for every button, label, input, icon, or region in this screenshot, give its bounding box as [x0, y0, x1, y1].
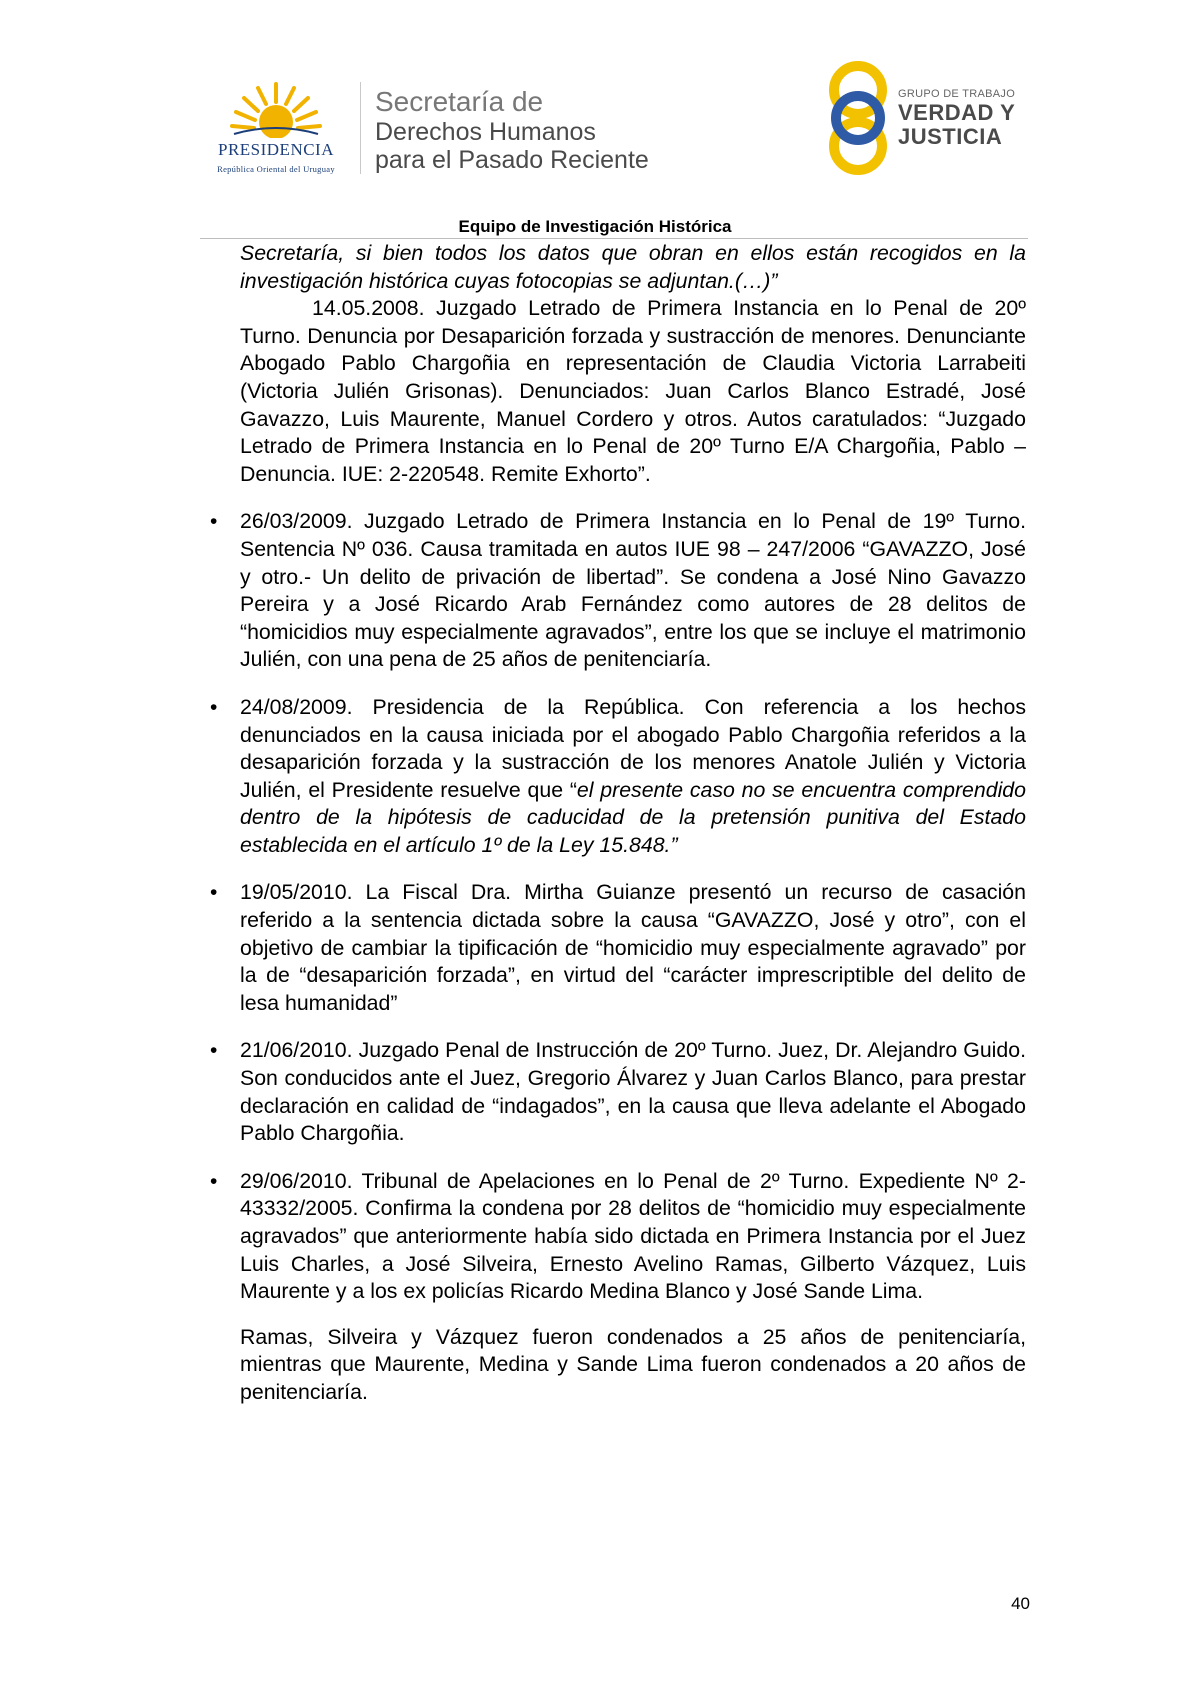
gtvj-line-2: VERDAD Y [898, 100, 1016, 125]
page-number: 40 [1011, 1594, 1030, 1613]
page-body [210, 240, 1026, 1407]
entry-text: 21/06/2010. Juzgado Penal de Instrucción de 20º Turno. Juez, Dr. Alejandro Guido. Son conducidos ante el Juez, Gregorio Álvarez y Juan Carlos Blanco, para prestar declaración en calidad de “indagados”, en la causa que lleva adelante el Abogado Pablo Chargoñia. [240, 1038, 1026, 1146]
page-header [0, 0, 1190, 240]
gtvj-line-1: GRUPO DE TRABAJO [898, 88, 1016, 100]
intro-quote: Secretaría, si bien todos los datos que obran en ellos están recogidos en la investigación histórica cuyas fotocopias se adjuntan.(…)” [240, 241, 1026, 293]
secretaria-line-2: Derechos Humanos [375, 118, 596, 146]
sun-icon [196, 78, 356, 138]
presidencia-subtitle: República Oriental del Uruguay [217, 164, 335, 174]
list-item [210, 508, 1026, 674]
bullet-icon: • [210, 1039, 218, 1063]
bullet-icon: • [210, 881, 218, 905]
rings-icon [822, 58, 894, 178]
presidencia-title: PRESIDENCIA [217, 140, 334, 159]
header-divider [360, 82, 361, 174]
entry-text: 29/06/2010. Tribunal de Apelaciones en lo Penal de 2º Turno. Expediente Nº 2-43332/2005. Confirma la condena por 28 delitos de “homicidio muy especialmente agravados” que anteriormente había sido dictada en Primera Instancia por el Juez Luis Charles, a José Silveira, Ernesto Avelino Ramas, Gilberto Vázquez, Luis Maurente y a los ex policías Ricardo Medina Blanco y José Sande Lima. [240, 1168, 1026, 1304]
team-title: Equipo de Investigación Histórica [458, 217, 732, 236]
entry-text-plain: 24/08/2009. Presidencia de la República. Con referencia a los hechos denunciados en la causa iniciada por el abogado Pablo Chargoñia referidos a la desaparición forzada y la sustracción de los menores Anatole Julién y Victoria Julién, el Presidente resuelve que “ [240, 694, 1026, 802]
secretaria-line-1: Secretaría de [375, 86, 544, 117]
entry-text: 26/03/2009. Juzgado Letrado de Primera Instancia en lo Penal de 19º Turno. Sentencia Nº 036. Causa tramitada en autos IUE 98 – 247/2006 “GAVAZZO, José y otro.- Un delito de privación de libertad”. Se condena a José Nino Gavazzo Pereira y a José Ricardo Arab Fernández como autores de 28 delitos de “homicidios muy especialmente agravados”, entre los que se incluye el matrimonio Julién, con una pena de 25 años de penitenciaría. [240, 509, 1026, 672]
secretaria-line-3: para el Pasado Reciente [375, 146, 649, 174]
header-rule [200, 238, 1028, 239]
entry-text-quote: el presente caso no se encuentra comprendido dentro de la hipótesis de caducidad de la pretensión punitiva del Estado establecida en el artículo 1º de la Ley 15.848.” [240, 777, 1026, 857]
gtvj-line-3: JUSTICIA [898, 124, 1003, 149]
presidencia-logo [196, 78, 356, 178]
bullet-icon: • [210, 1169, 218, 1193]
list-item [210, 694, 1026, 860]
bullet-icon: • [210, 695, 218, 719]
list-item [210, 879, 1026, 1017]
entry-followup: Ramas, Silveira y Vázquez fueron condenados a 25 años de penitenciaría, mientras que Maurente, Medina y Sande Lima fueron condenados a 20 años de penitenciaría. [240, 1324, 1026, 1404]
entry-text [240, 694, 1026, 860]
verdad-justicia-logo [822, 58, 1022, 178]
list-item [210, 1168, 1026, 1306]
entry-text: 19/05/2010. La Fiscal Dra. Mirtha Guianze presentó un recurso de casación referido a la sentencia dictada sobre la causa “GAVAZZO, José y otro”, con el objetivo de cambiar la tipificación de “homicidio muy especialmente agravado” por la de “desaparición forzada”, en virtud del “carácter imprescriptible del delito de lesa humanidad” [240, 880, 1026, 1015]
intro-paragraph: 14.05.2008. Juzgado Letrado de Primera Instancia en lo Penal de 20º Turno. Denuncia por Desaparición forzada y sustracción de menores. Denunciante Abogado Pablo Chargoñia en representación de Claudia Victoria Larrabeiti (Victoria Julién Grisonas). Denunciados: Juan Carlos Blanco Estradé, José Gavazzo, Luis Maurente, Manuel Cordero y otros. Autos caratulados: “Juzgado Letrado de Primera Instancia en lo Penal de 20º Turno E/A Chargoñia, Pablo – Denuncia. IUE: 2-220548. Remite Exhorto”. [240, 296, 1026, 486]
list-item [210, 1037, 1026, 1147]
bullet-icon: • [210, 510, 218, 534]
secretaria-logo-text [375, 88, 649, 173]
